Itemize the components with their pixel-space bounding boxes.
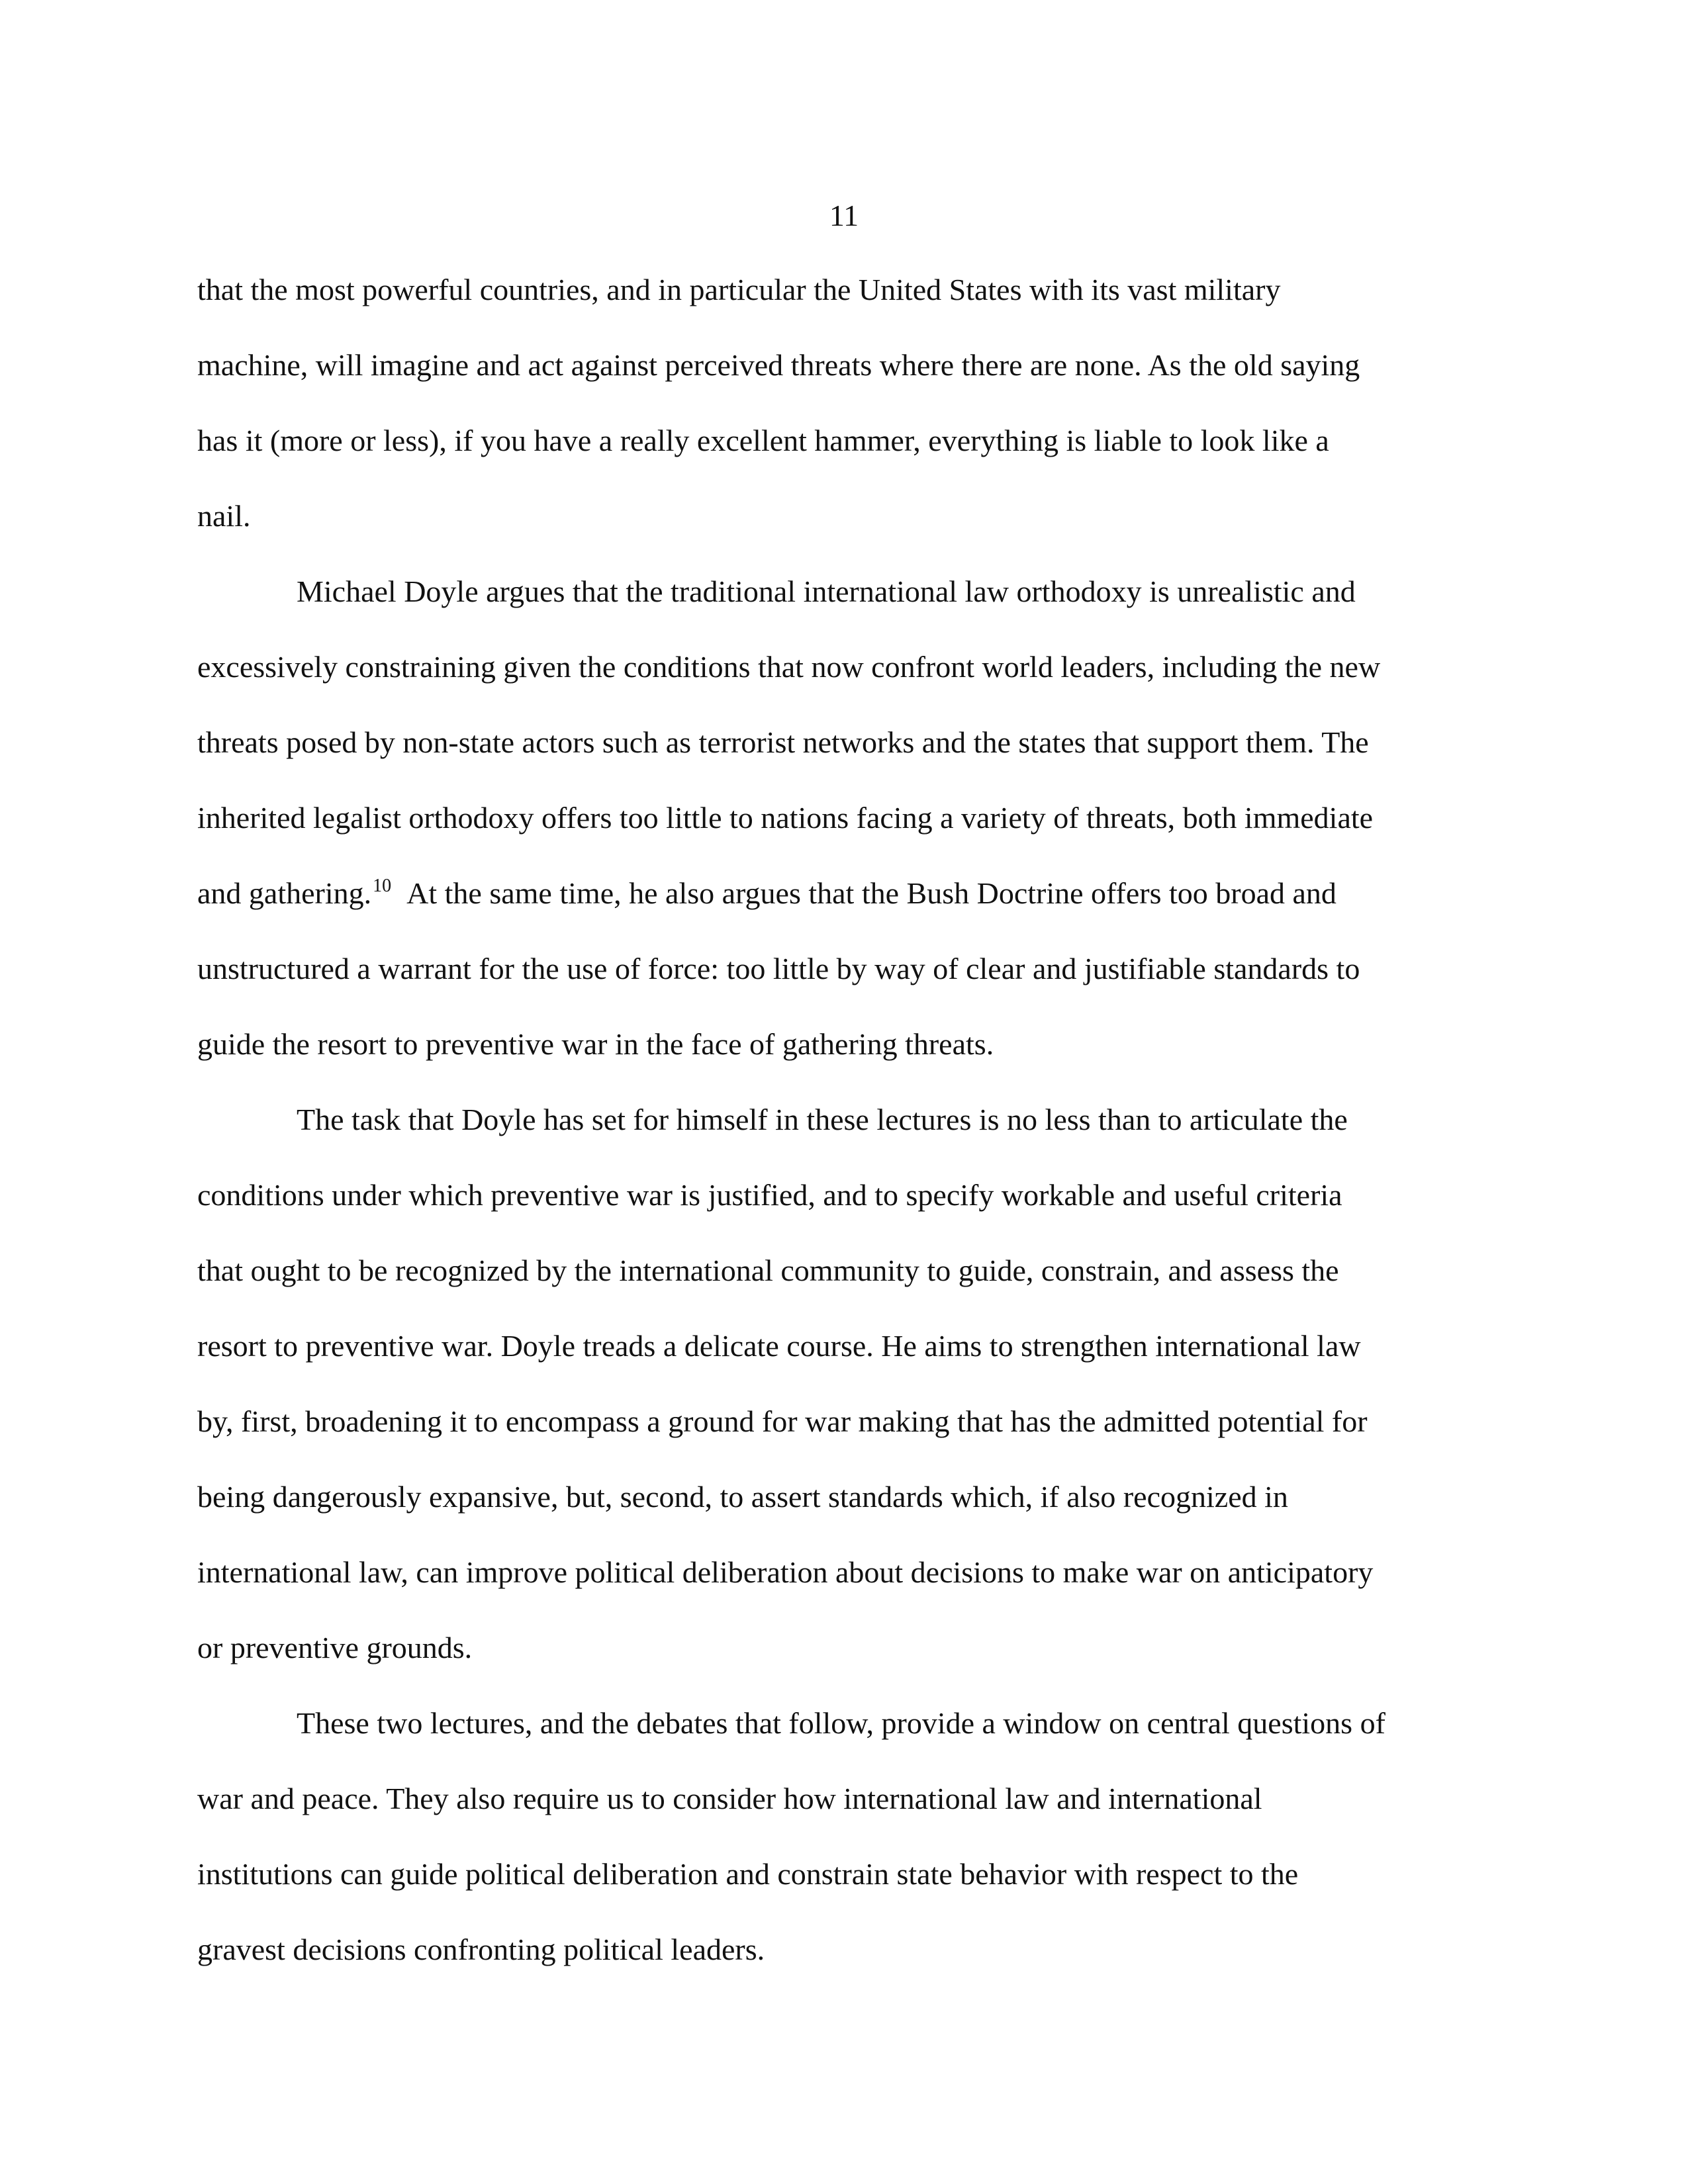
- body-text-line: institutions can guide political deliberation and constrain state behavior with respect to the: [197, 1857, 1299, 1891]
- body-text-line: machine, will imagine and act against perceived threats where there are none. As the old saying: [197, 348, 1360, 382]
- body-text-line: that the most powerful countries, and in particular the United States with its vast military: [197, 273, 1281, 306]
- body-text-line: Michael Doyle argues that the traditional international law orthodoxy is unrealistic and: [297, 574, 1356, 608]
- body-text-line: by, first, broadening it to encompass a ground for war making that has the admitted potential for: [197, 1404, 1368, 1438]
- body-text-line: international law, can improve political deliberation about decisions to make war on anticipatory: [197, 1555, 1374, 1589]
- body-text-line: These two lectures, and the debates that follow, provide a window on central questions of: [297, 1706, 1385, 1740]
- body-text-line: conditions under which preventive war is justified, and to specify workable and useful criteria: [197, 1178, 1342, 1212]
- body-text-line: threats posed by non-state actors such as terrorist networks and the states that support them. The: [197, 725, 1369, 759]
- body-text-line: gravest decisions confronting political leaders.: [197, 1933, 765, 1966]
- page-number: 11: [829, 199, 859, 232]
- body-text-line: resort to preventive war. Doyle treads a delicate course. He aims to strengthen international law: [197, 1329, 1361, 1363]
- body-text-line: excessively constraining given the conditions that now confront world leaders, including the new: [197, 650, 1381, 684]
- text-segment: and gathering.: [197, 876, 372, 910]
- body-text-line: or preventive grounds.: [197, 1631, 473, 1664]
- body-text-line: guide the resort to preventive war in the face of gathering threats.: [197, 1027, 994, 1061]
- footnote-reference[interactable]: 10: [373, 876, 392, 896]
- body-text-line: [197, 874, 1336, 913]
- text-segment: At the same time, he also argues that the Bush Doctrine offers too broad and: [406, 876, 1336, 910]
- body-text-line: unstructured a warrant for the use of force: too little by way of clear and justifiable standards to: [197, 952, 1360, 985]
- body-text-line: nail.: [197, 499, 251, 533]
- body-text-line: war and peace. They also require us to consider how international law and international: [197, 1782, 1262, 1815]
- body-text-line: inherited legalist orthodoxy offers too little to nations facing a variety of threats, both immediate: [197, 801, 1374, 835]
- body-text-line: The task that Doyle has set for himself in these lectures is no less than to articulate the: [297, 1103, 1348, 1136]
- body-text-line: has it (more or less), if you have a really excellent hammer, everything is liable to look like a: [197, 424, 1329, 457]
- body-text-line: that ought to be recognized by the international community to guide, constrain, and assess the: [197, 1253, 1339, 1287]
- body-text-line: being dangerously expansive, but, second, to assert standards which, if also recognized in: [197, 1480, 1288, 1514]
